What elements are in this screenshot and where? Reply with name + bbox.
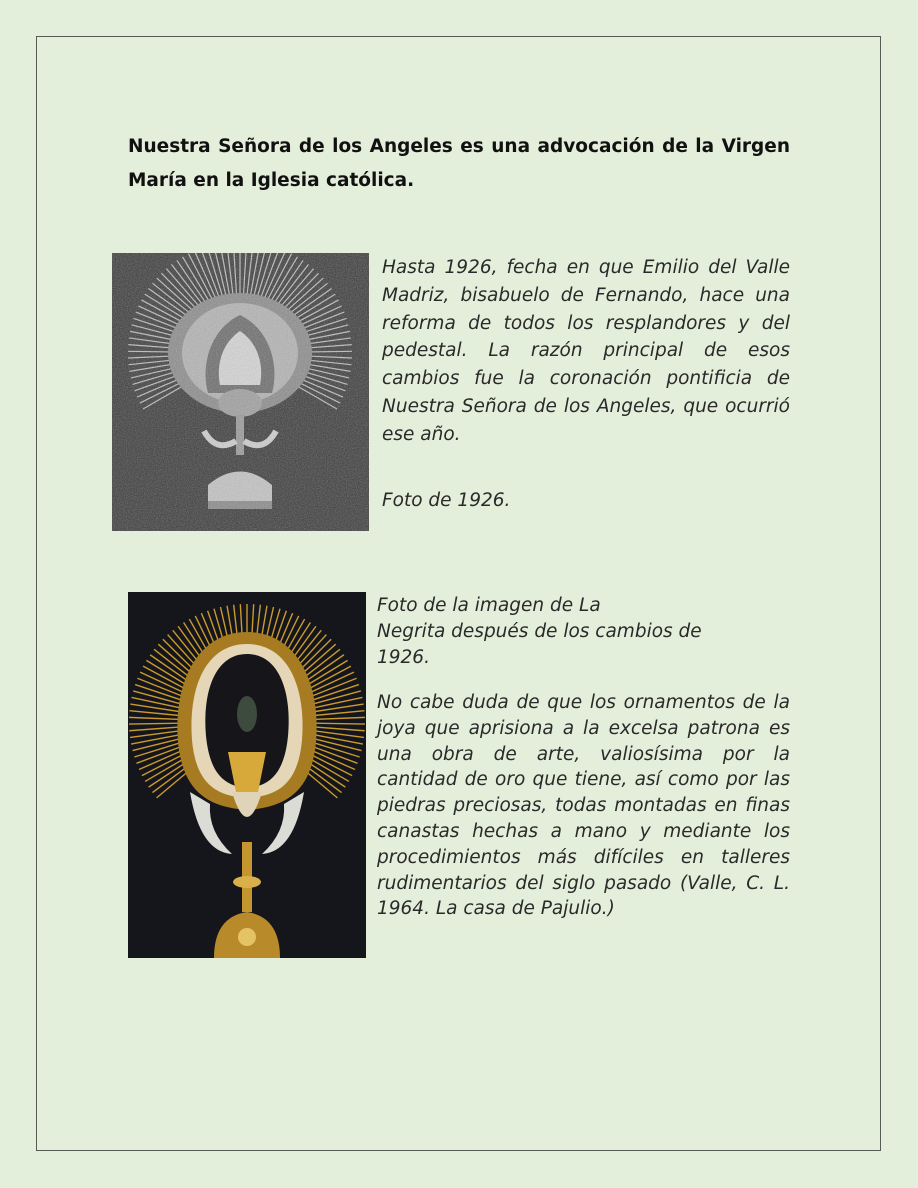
section1-paragraph: Hasta 1926, fecha en que Emilio del Valle Madriz, bisabuelo de Fernando, hace una reforma de todos los resplandores y del pedestal. La razón principal de esos cambios fue la coronación pontificia de Nuestra Señora de los Angeles, que ocurrió ese año. — [382, 257, 790, 445]
ornament-color-photo — [128, 592, 366, 958]
section2-caption-line3: 1926. — [377, 647, 430, 668]
section2-caption-line2: Negrita después de los cambios de — [377, 621, 702, 642]
section1-caption: Foto de 1926. — [382, 490, 511, 511]
section2-caption — [377, 593, 747, 671]
page-heading: Nuestra Señora de los Angeles es una advocación de la Virgen María en la Iglesia católica. — [128, 136, 790, 191]
section2-caption-line1: Foto de la imagen de La — [377, 595, 601, 616]
section2-paragraph: No cabe duda de que los ornamentos de la joya que aprisiona a la excelsa patrona es una obra de arte, valiosísima por la cantidad de oro que tiene, así como por las piedras preciosas, todas montadas en finas canastas hechas a mano y mediante los procedimientos más difíciles en talleres rudimentarios del siglo pasado (Valle, C. L. 1964. La casa de Pajulio.) — [377, 692, 790, 920]
historic-photo-1926 — [112, 253, 369, 531]
